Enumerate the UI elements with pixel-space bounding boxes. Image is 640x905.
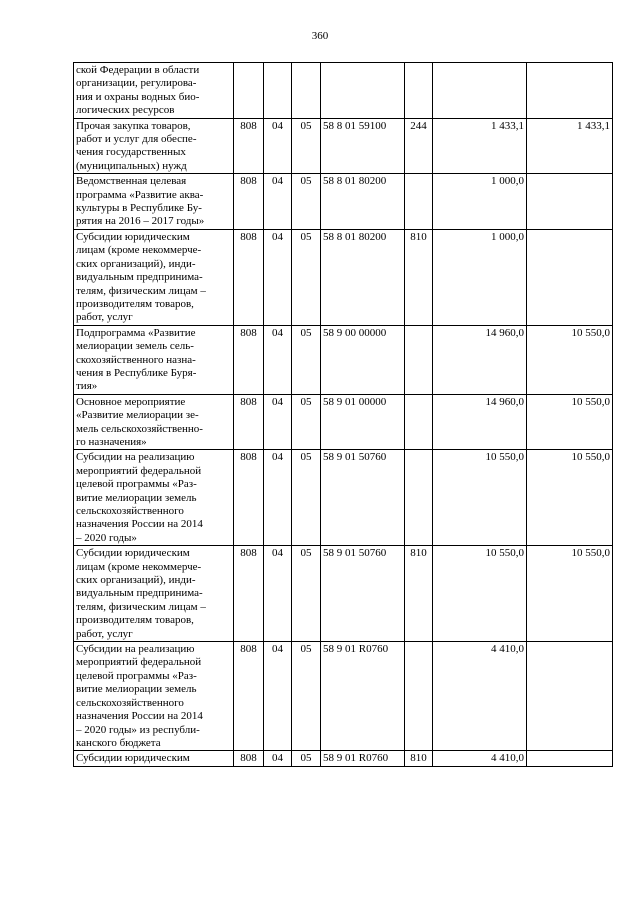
table-row <box>74 751 613 766</box>
target-article-code <box>321 63 405 119</box>
expense-type-code: 244 <box>405 118 433 174</box>
expense-type-code: 810 <box>405 751 433 766</box>
ministry-code: 808 <box>234 751 264 766</box>
row-name: Прочая закупка товаров, работ и услуг для обеспе- чения государственных (муниципальных) нужд <box>74 118 234 174</box>
row-name: Подпрограмма «Развитие мелиорации земель сель- скохозяйственного назна- чения в Республике Буря- тия» <box>74 325 234 394</box>
amount-2 <box>527 174 613 230</box>
section-code: 04 <box>264 394 292 450</box>
ministry-code: 808 <box>234 546 264 642</box>
row-name: Основное мероприятие «Развитие мелиорации зе- мель сельскохозяйственно- го назначения» <box>74 394 234 450</box>
section-code: 04 <box>264 174 292 230</box>
table-row <box>74 642 613 751</box>
table-row <box>74 394 613 450</box>
row-name: Субсидии на реализацию мероприятий федеральной целевой программы «Раз- витие мелиорации земель сельскохозяйственного назначения России на 2014 – 2020 годы» из республи- канского бюджета <box>74 642 234 751</box>
amount-2 <box>527 642 613 751</box>
page-number: 360 <box>311 30 329 42</box>
section-code: 04 <box>264 642 292 751</box>
subsection-code: 05 <box>292 174 321 230</box>
expense-type-code <box>405 174 433 230</box>
ministry-code: 808 <box>234 394 264 450</box>
subsection-code <box>292 63 321 119</box>
amount-1 <box>433 63 527 119</box>
amount-1: 10 550,0 <box>433 450 527 546</box>
expense-type-code: 810 <box>405 229 433 325</box>
subsection-code: 05 <box>292 394 321 450</box>
ministry-code: 808 <box>234 118 264 174</box>
subsection-code: 05 <box>292 751 321 766</box>
section-code: 04 <box>264 546 292 642</box>
table-row <box>74 450 613 546</box>
row-name: Субсидии юридическим лицам (кроме некоммерче- ских организаций), инди- видуальным предпринима- телям, физическим лицам – производителям товаров, работ, услуг <box>74 546 234 642</box>
target-article-code: 58 9 01 00000 <box>321 394 405 450</box>
section-code: 04 <box>264 118 292 174</box>
target-article-code: 58 8 01 80200 <box>321 229 405 325</box>
table-row <box>74 174 613 230</box>
expense-type-code <box>405 325 433 394</box>
amount-2 <box>527 751 613 766</box>
amount-1: 1 000,0 <box>433 174 527 230</box>
amount-1: 14 960,0 <box>433 325 527 394</box>
row-name: Субсидии юридическим лицам (кроме некоммерче- ских организаций), инди- видуальным предпринима- телям, физическим лицам – производителям товаров, работ, услуг <box>74 229 234 325</box>
amount-2: 10 550,0 <box>527 450 613 546</box>
target-article-code: 58 9 01 50760 <box>321 546 405 642</box>
amount-2: 10 550,0 <box>527 546 613 642</box>
ministry-code: 808 <box>234 325 264 394</box>
row-name: ской Федерации в области организации, регулирова- ния и охраны водных био- логических ресурсов <box>74 63 234 119</box>
target-article-code: 58 8 01 59100 <box>321 118 405 174</box>
amount-1: 1 433,1 <box>433 118 527 174</box>
amount-2 <box>527 63 613 119</box>
expense-type-code <box>405 394 433 450</box>
ministry-code: 808 <box>234 642 264 751</box>
ministry-code <box>234 63 264 119</box>
subsection-code: 05 <box>292 546 321 642</box>
ministry-code: 808 <box>234 450 264 546</box>
subsection-code: 05 <box>292 450 321 546</box>
amount-1: 10 550,0 <box>433 546 527 642</box>
section-code: 04 <box>264 325 292 394</box>
target-article-code: 58 9 01 R0760 <box>321 751 405 766</box>
target-article-code: 58 9 01 50760 <box>321 450 405 546</box>
table-row <box>74 325 613 394</box>
table-row <box>74 118 613 174</box>
target-article-code: 58 9 00 00000 <box>321 325 405 394</box>
ministry-code: 808 <box>234 229 264 325</box>
section-code: 04 <box>264 229 292 325</box>
section-code: 04 <box>264 450 292 546</box>
ministry-code: 808 <box>234 174 264 230</box>
subsection-code: 05 <box>292 642 321 751</box>
table-row <box>74 63 613 119</box>
row-name: Субсидии на реализацию мероприятий федеральной целевой программы «Раз- витие мелиорации земель сельскохозяйственного назначения России на 2014 – 2020 годы» <box>74 450 234 546</box>
expense-type-code <box>405 450 433 546</box>
section-code: 04 <box>264 751 292 766</box>
subsection-code: 05 <box>292 325 321 394</box>
amount-1: 4 410,0 <box>433 751 527 766</box>
table-row <box>74 546 613 642</box>
amount-2 <box>527 229 613 325</box>
amount-1: 1 000,0 <box>433 229 527 325</box>
expense-type-code <box>405 642 433 751</box>
expense-type-code <box>405 63 433 119</box>
subsection-code: 05 <box>292 229 321 325</box>
row-name: Субсидии юридическим <box>74 751 234 766</box>
section-code <box>264 63 292 119</box>
amount-1: 14 960,0 <box>433 394 527 450</box>
amount-2: 1 433,1 <box>527 118 613 174</box>
table-row <box>74 229 613 325</box>
expense-type-code: 810 <box>405 546 433 642</box>
row-name: Ведомственная целевая программа «Развитие аква- культуры в Республике Бу- рятия на 2016 – 2017 годы» <box>74 174 234 230</box>
amount-1: 4 410,0 <box>433 642 527 751</box>
budget-table <box>73 62 613 767</box>
amount-2: 10 550,0 <box>527 394 613 450</box>
target-article-code: 58 8 01 80200 <box>321 174 405 230</box>
target-article-code: 58 9 01 R0760 <box>321 642 405 751</box>
amount-2: 10 550,0 <box>527 325 613 394</box>
subsection-code: 05 <box>292 118 321 174</box>
